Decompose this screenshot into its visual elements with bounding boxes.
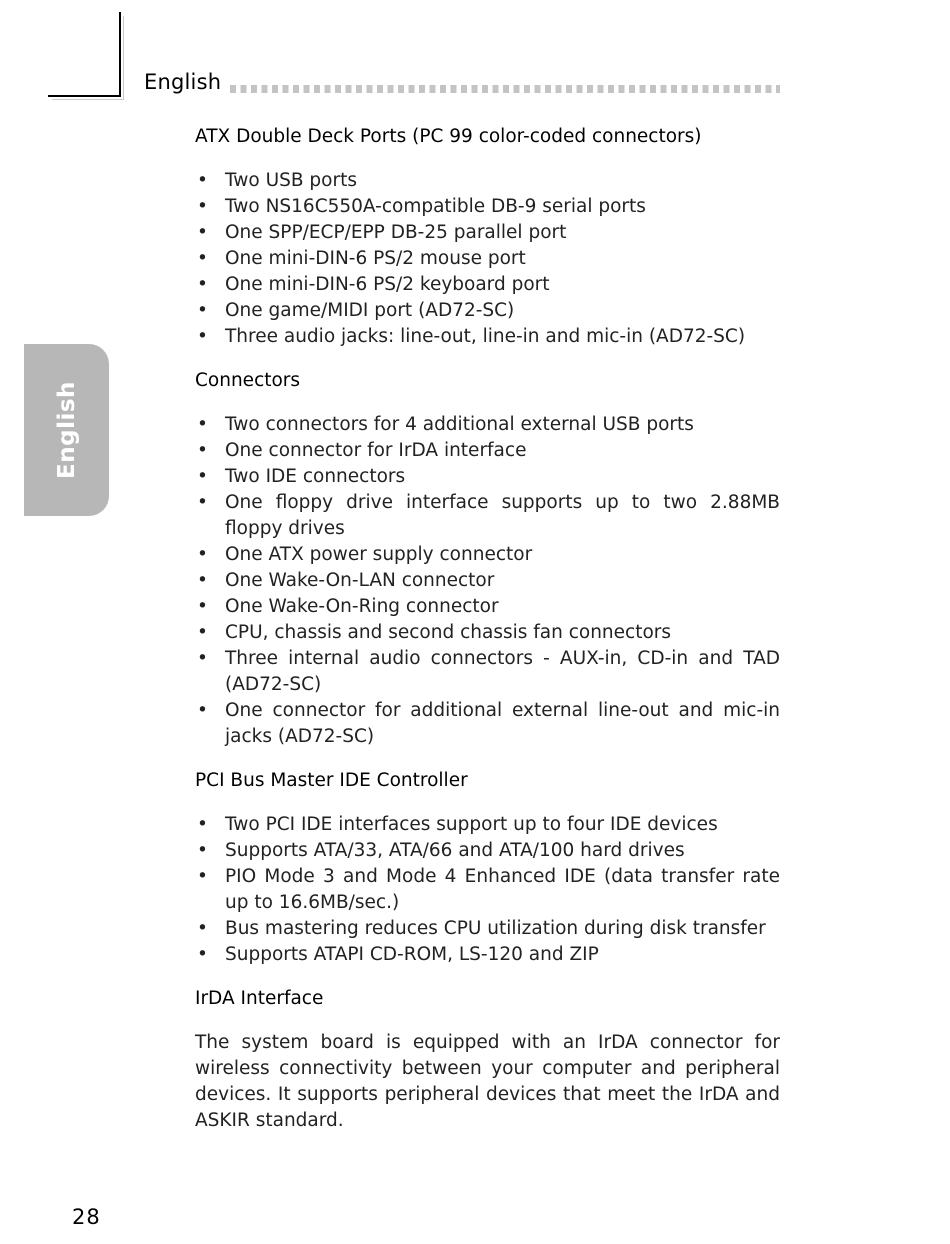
language-side-tab-label: English: [54, 381, 80, 479]
irda-paragraph: The system board is equipped with an IrDA connector for wireless connectivity between your computer and peripheral devices. It supports peripheral devices that meet the IrDA and ASKIR standard.: [195, 1032, 780, 1131]
bullet-glyph: •: [197, 222, 208, 243]
bullet-glyph: •: [197, 170, 208, 191]
list-item: • One SPP/ECP/EPP DB-25 parallel port: [195, 220, 780, 246]
list-item: • Three internal audio connectors - AUX-in, CD-in and TAD (AD72-SC): [197, 648, 780, 695]
connectors-list: [195, 412, 780, 750]
bullet-glyph: •: [197, 814, 208, 835]
bullet-glyph: •: [197, 196, 208, 217]
list-item: • One ATX power supply connector: [195, 542, 780, 568]
bullet-glyph: •: [197, 414, 208, 435]
list-item: • One connector for additional external line-out and mic-in jacks (AD72-SC): [197, 700, 780, 747]
list-item: • Supports ATA/33, ATA/66 and ATA/100 hard drives: [195, 838, 780, 864]
bullet-glyph: •: [197, 596, 208, 617]
corner-bracket-horizontal-shadow: [52, 99, 124, 100]
bullet-glyph: •: [197, 544, 208, 565]
corner-bracket-vertical-shadow: [123, 16, 124, 100]
list-item: • Three audio jacks: line-out, line-in and mic-in (AD72-SC): [195, 324, 780, 350]
running-header-title: English: [144, 70, 222, 94]
section-heading-connectors: Connectors: [195, 370, 301, 391]
list-item: • One connector for IrDA interface: [195, 438, 780, 464]
section-heading-atx-ports: ATX Double Deck Ports (PC 99 color-coded connectors): [195, 126, 702, 147]
list-item: • CPU, chassis and second chassis fan connectors: [195, 620, 780, 646]
list-item: • PIO Mode 3 and Mode 4 Enhanced IDE (data transfer rate up to 16.6MB/sec.): [197, 866, 780, 913]
list-item: • One game/MIDI port (AD72-SC): [195, 298, 780, 324]
bullet-glyph: •: [197, 248, 208, 269]
bullet-glyph: •: [197, 300, 208, 321]
bullet-glyph: •: [197, 918, 208, 939]
page-number: 28: [72, 1205, 101, 1229]
bullet-glyph: •: [197, 944, 208, 965]
bullet-glyph: •: [197, 440, 208, 461]
pci-ide-list: [195, 812, 780, 968]
header-dot-leader: [230, 85, 780, 93]
list-item: • Two NS16C550A-compatible DB-9 serial ports: [195, 194, 780, 220]
list-item: • Two IDE connectors: [195, 464, 780, 490]
list-item: • One mini-DIN-6 PS/2 keyboard port: [195, 272, 780, 298]
bullet-glyph: •: [197, 570, 208, 591]
list-item: • Supports ATAPI CD-ROM, LS-120 and ZIP: [195, 942, 780, 968]
atx-ports-list: [195, 168, 780, 350]
bullet-glyph: •: [197, 326, 208, 347]
page-content: [195, 124, 780, 1134]
list-item: • One floppy drive interface supports up to two 2.88MB floppy drives: [197, 492, 780, 539]
list-item: • One Wake-On-Ring connector: [195, 594, 780, 620]
corner-bracket-vertical: [119, 12, 121, 96]
bullet-glyph: •: [197, 622, 208, 643]
list-item: • Bus mastering reduces CPU utilization during disk transfer: [195, 916, 780, 942]
bullet-glyph: •: [197, 648, 208, 669]
bullet-glyph: •: [197, 700, 208, 721]
section-heading-pci-ide: PCI Bus Master IDE Controller: [195, 770, 468, 791]
bullet-glyph: •: [197, 466, 208, 487]
list-item: • One mini-DIN-6 PS/2 mouse port: [195, 246, 780, 272]
bullet-glyph: •: [197, 274, 208, 295]
corner-bracket-horizontal: [48, 95, 121, 97]
list-item: • Two connectors for 4 additional external USB ports: [195, 412, 780, 438]
bullet-glyph: •: [197, 840, 208, 861]
section-heading-irda: IrDA Interface: [195, 988, 324, 1009]
list-item: • Two USB ports: [195, 168, 780, 194]
list-item: • One Wake-On-LAN connector: [195, 568, 780, 594]
list-item: • Two PCI IDE interfaces support up to four IDE devices: [195, 812, 780, 838]
bullet-glyph: •: [197, 492, 208, 513]
bullet-glyph: •: [197, 866, 208, 887]
